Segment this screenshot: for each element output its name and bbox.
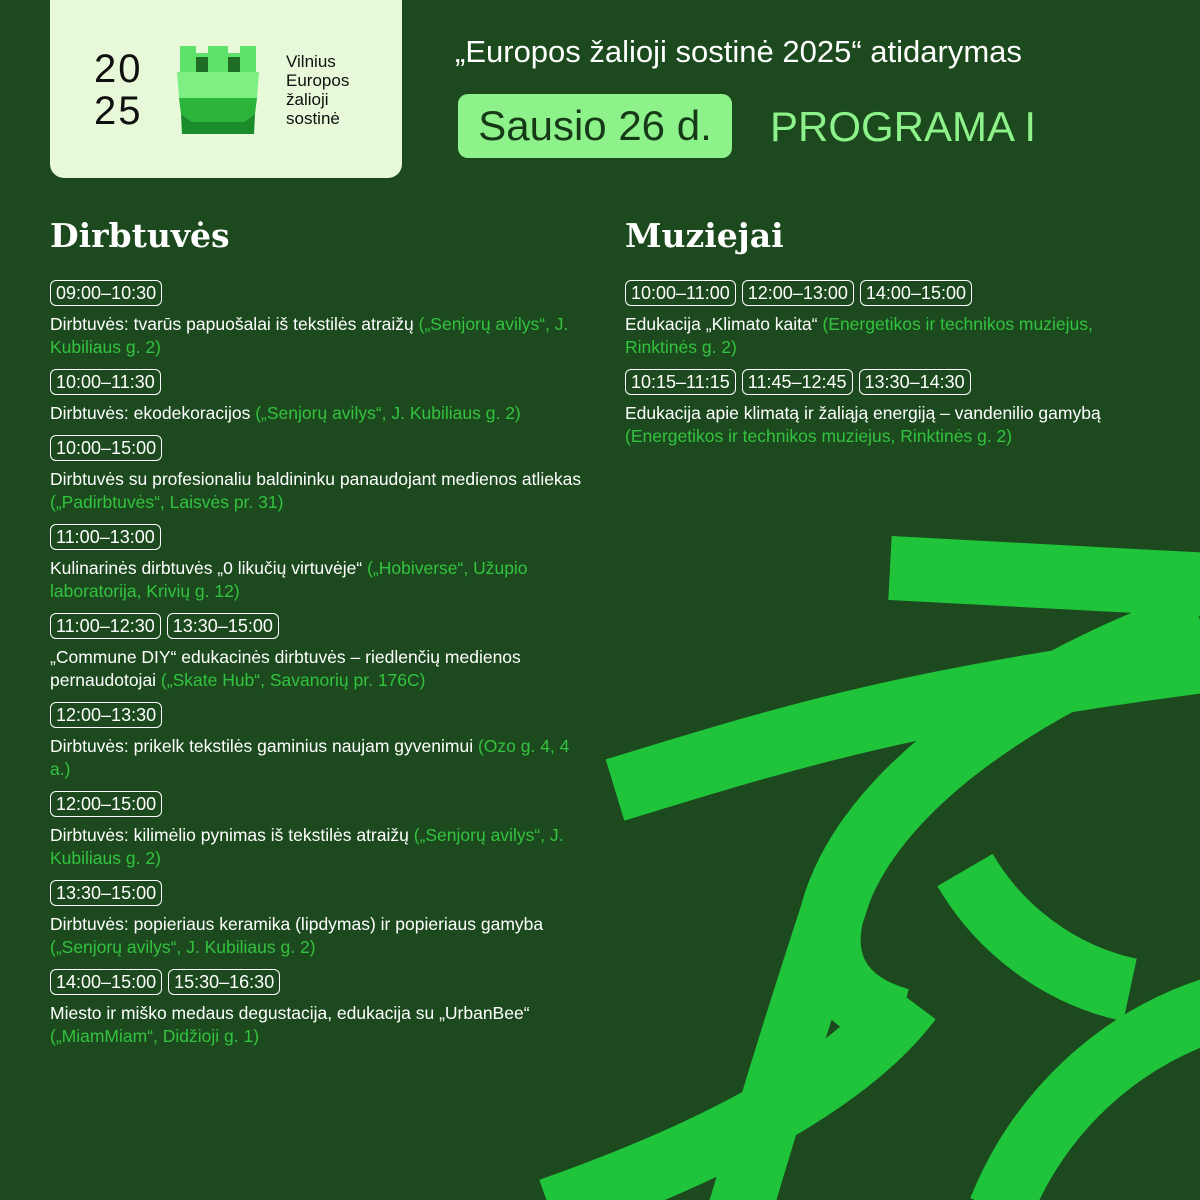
event-text: Miesto ir miško medaus degustacija, edukacija su „UrbanBee“ — [50, 1003, 530, 1023]
logo-year — [94, 48, 174, 132]
event-location: (Energetikos ir technikos muziejus, Rinktinės g. 2) — [625, 426, 1013, 446]
time-slot: 12:00–15:00 — [50, 791, 162, 817]
workshop-event — [50, 880, 590, 959]
time-slot: 11:00–13:00 — [50, 524, 161, 550]
workshops-column — [50, 214, 590, 1058]
event-text: Edukacija apie klimatą ir žaliąją energiją – vandenilio gamybą — [625, 403, 1101, 423]
time-slot: 14:00–15:00 — [50, 969, 162, 995]
logo-name-line-2: Europos — [286, 71, 350, 90]
event-text: Dirbtuvės: prikelk tekstilės gaminius naujam gyvenimui — [50, 736, 478, 756]
event-description — [50, 402, 590, 425]
workshop-event — [50, 524, 590, 603]
museum-event — [625, 369, 1165, 448]
logo-year-top: 20 — [94, 47, 143, 91]
time-slot: 13:30–15:00 — [50, 880, 162, 906]
event-location: („Senjorų avilys“, J. Kubiliaus g. 2) — [255, 403, 521, 423]
time-slot: 09:00–10:30 — [50, 280, 162, 306]
date-badge: Sausio 26 d. — [458, 94, 732, 158]
time-slot: 10:00–11:00 — [625, 280, 736, 306]
event-location: („Senjorų avilys“, J. Kubiliaus g. 2) — [50, 937, 316, 957]
logo-card — [50, 0, 402, 178]
event-location: („Skate Hub“, Savanorių pr. 176C) — [160, 670, 426, 690]
program-label: PROGRAMA I — [770, 103, 1037, 150]
time-slot: 12:00–13:00 — [742, 280, 854, 306]
event-location: („Senjorų avilys“, J. Kubiliaus g. 2) — [50, 825, 564, 868]
time-slot: 13:30–15:00 — [167, 613, 279, 639]
event-description — [625, 313, 1165, 359]
event-description — [50, 313, 590, 359]
time-slot: 10:00–11:30 — [50, 369, 161, 395]
event-description — [625, 402, 1165, 448]
event-headline: „Europos žalioji sostinė 2025“ atidarymas — [455, 34, 1022, 69]
logo-name-line-4: sostinė — [286, 109, 340, 128]
logo-name — [286, 52, 396, 128]
workshops-title: Dirbtuvės — [50, 216, 230, 255]
event-description — [50, 824, 590, 870]
event-location: (Energetikos ir technikos muziejus, Rinktinės g. 2) — [625, 314, 1093, 357]
event-description — [50, 1002, 590, 1048]
event-text: Dirbtuvės: popieriaus keramika (lipdymas) ir popieriaus gamyba — [50, 914, 544, 934]
event-location: (Ozo g. 4, 4 a.) — [50, 736, 570, 779]
castle-tower-icon — [174, 44, 262, 136]
time-slot: 10:00–15:00 — [50, 435, 162, 461]
time-slot: 10:15–11:15 — [625, 369, 736, 395]
time-slot: 13:30–14:30 — [859, 369, 971, 395]
time-slot: 14:00–15:00 — [860, 280, 972, 306]
logo-name-line-3: žalioji — [286, 90, 329, 109]
event-text: Kulinarinės dirbtuvės „0 likučių virtuvėje“ — [50, 558, 368, 578]
time-slot: 15:30–16:30 — [168, 969, 280, 995]
event-location: („MiamMiam“, Didžioji g. 1) — [50, 1026, 260, 1046]
time-slot: 11:00–12:30 — [50, 613, 161, 639]
museum-event — [625, 280, 1165, 359]
event-location: („Padirbtuvės“, Laisvės pr. 31) — [50, 492, 284, 512]
workshop-event — [50, 702, 590, 781]
workshop-event — [50, 369, 590, 425]
workshop-event — [50, 435, 590, 514]
event-location: („Hobiverse“, Užupio laboratorija, Krivių g. 12) — [50, 558, 528, 601]
time-slot: 11:45–12:45 — [742, 369, 853, 395]
museums-column — [625, 214, 1165, 458]
event-description — [50, 913, 590, 959]
event-description — [50, 735, 590, 781]
event-text: Dirbtuvės: kilimėlio pynimas iš tekstilės atraižų — [50, 825, 414, 845]
event-location: („Senjorų avilys“, J. Kubiliaus g. 2) — [50, 314, 569, 357]
event-text: Dirbtuvės: tvarūs papuošalai iš tekstilės atraižų — [50, 314, 419, 334]
event-text: Dirbtuvės su profesionaliu baldininku panaudojant medienos atliekas — [50, 469, 582, 489]
workshop-event — [50, 969, 590, 1048]
event-description — [50, 557, 590, 603]
logo-name-line-1: Vilnius — [286, 52, 336, 71]
event-description — [50, 646, 590, 692]
workshop-event — [50, 791, 590, 870]
time-slot: 12:00–13:30 — [50, 702, 162, 728]
workshop-event — [50, 280, 590, 359]
event-description — [50, 468, 590, 514]
event-text: Dirbtuvės: ekodekoracijos — [50, 403, 256, 423]
museums-title: Muziejai — [625, 216, 784, 255]
workshop-event — [50, 613, 590, 692]
event-text: „Commune DIY“ edukacinės dirbtuvės – riedlenčių medienos pernaudotojai — [50, 647, 521, 690]
logo-year-bottom: 25 — [94, 89, 143, 133]
event-text: Edukacija „Klimato kaita“ — [625, 314, 823, 334]
